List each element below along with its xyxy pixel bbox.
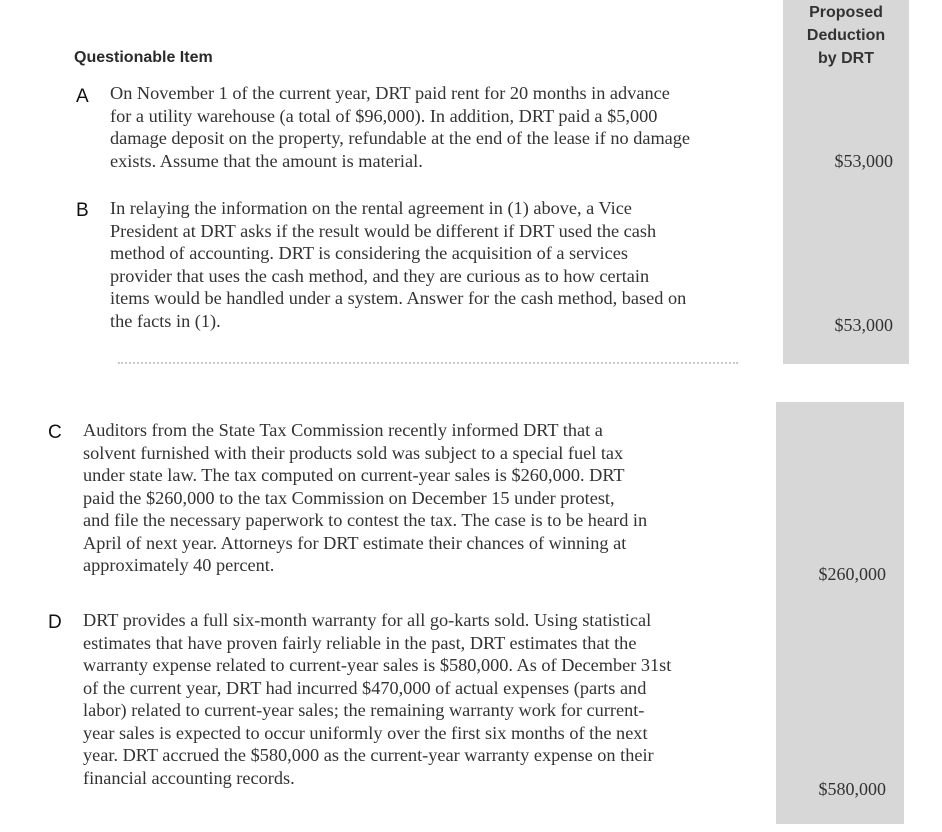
text-line: solvent furnished with their products sold was subject to a special fuel tax xyxy=(83,442,624,463)
item-d-amount: $580,000 xyxy=(818,779,886,799)
text-line: damage deposit on the property, refundable at the end of the lease if no damage xyxy=(110,128,691,148)
text-line: President at DRT asks if the result would be different if DRT used the cash xyxy=(110,220,657,241)
text-line: year. DRT accrued the $580,000 as the current-year warranty expense on their xyxy=(83,745,654,765)
item-a-amount: $53,000 xyxy=(834,151,893,171)
text-line: the facts in (1). xyxy=(110,310,221,331)
item-d-text xyxy=(83,609,671,789)
text-line: estimates that have proven fairly reliable in the past, DRT estimates that the xyxy=(83,632,637,653)
item-a-text xyxy=(110,82,690,172)
text-line: warranty expense related to current-year sales is $580,000. As of December 31st xyxy=(83,655,672,675)
item-letter-b: B xyxy=(76,200,89,221)
text-line: Auditors from the State Tax Commission recently informed DRT that a xyxy=(83,420,603,440)
text-line: paid the $260,000 to the tax Commission on December 15 under protest, xyxy=(83,487,615,508)
text-line: In relaying the information on the rental agreement in (1) above, a Vice xyxy=(110,198,632,218)
questionable-item-heading: Questionable Item xyxy=(74,49,213,66)
text-line: exists. Assume that the amount is material. xyxy=(110,150,423,171)
header-line: by DRT xyxy=(818,50,874,67)
text-line: and file the necessary paperwork to contest the tax. The case is to be heard in xyxy=(83,510,648,530)
deduction-column-panel-bottom xyxy=(776,402,904,824)
text-line: On November 1 of the current year, DRT paid rent for 20 months in advance xyxy=(110,83,670,103)
text-line: financial accounting records. xyxy=(83,767,295,788)
header-line: Deduction xyxy=(806,27,886,44)
item-b-amount: $53,000 xyxy=(834,315,893,335)
item-letter-c: C xyxy=(48,422,62,443)
text-line: under state law. The tax computed on current-year sales is $260,000. DRT xyxy=(83,465,625,485)
item-c-amount: $260,000 xyxy=(818,564,886,584)
text-line: of the current year, DRT had incurred $470,000 of actual expenses (parts and xyxy=(83,677,647,698)
text-line: year sales is expected to occur uniformly over the first six months of the next xyxy=(83,722,648,743)
item-c-text xyxy=(83,419,647,577)
text-line: April of next year. Attorneys for DRT estimate their chances of winning at xyxy=(83,532,627,553)
item-letter-a: A xyxy=(76,86,89,107)
header-line: Proposed xyxy=(809,4,883,21)
cut-off-text-line xyxy=(118,362,738,367)
text-line: items would be handled under a system. Answer for the cash method, based on xyxy=(110,288,687,308)
text-line: method of accounting. DRT is considering the acquisition of a services xyxy=(110,243,628,263)
item-letter-d: D xyxy=(48,612,62,633)
text-line: DRT provides a full six-month warranty for all go-karts sold. Using statistical xyxy=(83,610,652,630)
text-line: labor) related to current-year sales; the remaining warranty work for current- xyxy=(83,700,645,720)
proposed-deduction-header xyxy=(790,1,902,70)
text-line: provider that uses the cash method, and they are curious as to how certain xyxy=(110,265,650,286)
text-line: approximately 40 percent. xyxy=(83,555,275,575)
text-line: for a utility warehouse (a total of $96,000). In addition, DRT paid a $5,000 xyxy=(110,105,658,126)
item-b-text xyxy=(110,197,686,332)
